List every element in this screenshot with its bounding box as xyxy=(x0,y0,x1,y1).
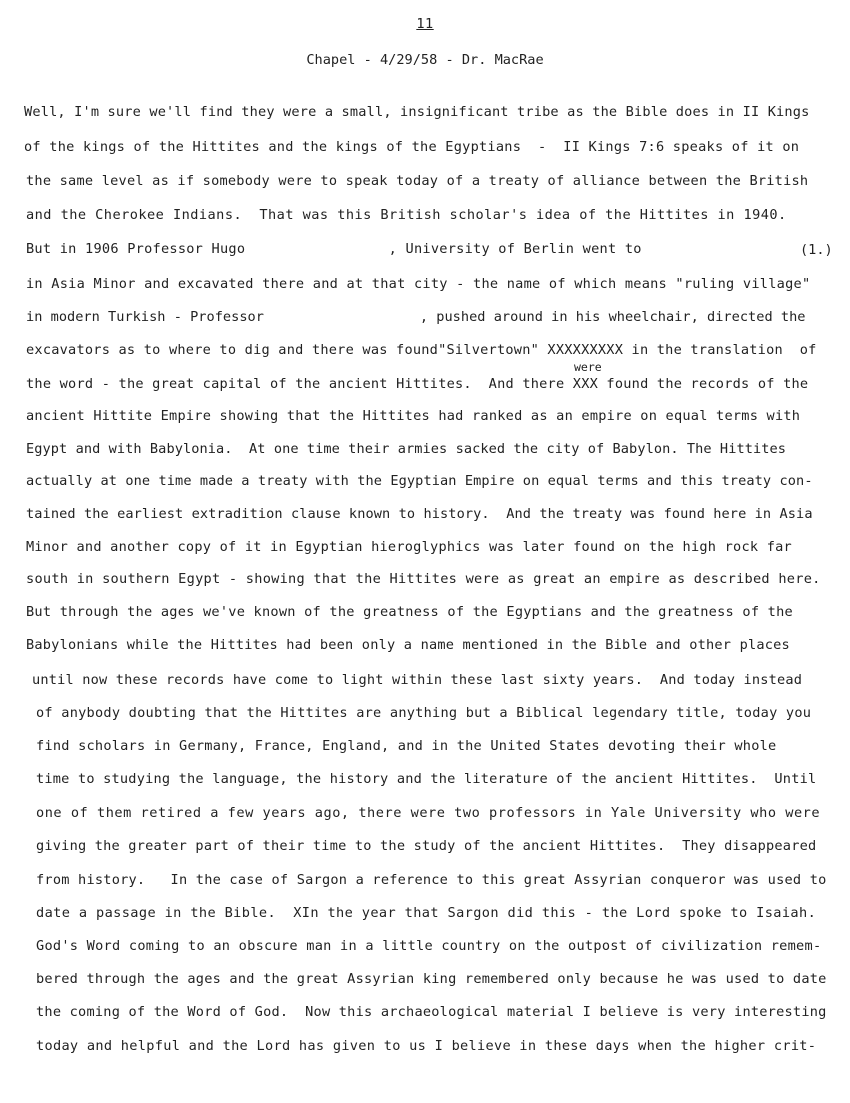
text-line: giving the greater part of their time to the study of the ancient Hittites. They disappeared xyxy=(36,838,817,854)
interlinear-insertion: were xyxy=(574,360,602,374)
text-line: actually at one time made a treaty with the Egyptian Empire on equal terms and this treaty con- xyxy=(26,473,813,489)
text-line: until now these records have come to light within these last sixty years. And today instead xyxy=(32,672,803,688)
text-line: But through the ages we've known of the greatness of the Egyptians and the greatness of the xyxy=(26,604,793,620)
text-line: and the Cherokee Indians. That was this British scholar's idea of the Hittites in 1940. xyxy=(26,207,787,223)
text-line: ancient Hittite Empire showing that the Hittites had ranked as an empire on equal terms with xyxy=(26,408,801,424)
text-line: the word - the great capital of the ancient Hittites. And there XXX found the records of the xyxy=(26,376,809,392)
text-line: bered through the ages and the great Assyrian king remembered only because he was used to date xyxy=(36,971,827,987)
page-number: 11 xyxy=(416,16,434,32)
text-line: from history. In the case of Sargon a reference to this great Assyrian conqueror was used to xyxy=(36,872,827,888)
text-line: the same level as if somebody were to speak today of a treaty of alliance between the British xyxy=(26,173,809,189)
text-line: today and helpful and the Lord has given to us I believe in these days when the higher crit- xyxy=(36,1038,817,1054)
text-line: of anybody doubting that the Hittites are anything but a Biblical legendary title, today you xyxy=(36,705,812,721)
text-line: of the kings of the Hittites and the kings of the Egyptians - II Kings 7:6 speaks of it on xyxy=(24,139,800,155)
text-line: in Asia Minor and excavated there and at that city - the name of which means "ruling village" xyxy=(26,276,811,292)
text-line: south in southern Egypt - showing that the Hittites were as great an empire as described here. xyxy=(26,571,821,587)
text-line: God's Word coming to an obscure man in a little country on the outpost of civilization remem- xyxy=(36,938,822,954)
text-line: find scholars in Germany, France, England, and in the United States devoting their whole xyxy=(36,738,777,754)
text-line: excavators as to where to dig and there was found"Silvertown" XXXXXXXXX in the translation of xyxy=(26,342,817,358)
text-line: time to studying the language, the history and the literature of the ancient Hittites. Until xyxy=(36,771,817,787)
text-line: Babylonians while the Hittites had been only a name mentioned in the Bible and other places xyxy=(26,637,790,653)
text-line: tained the earliest extradition clause known to history. And the treaty was found here in Asia xyxy=(26,506,813,522)
text-line: date a passage in the Bible. XIn the year that Sargon did this - the Lord spoke to Isaiah. xyxy=(36,905,817,921)
text-line: in modern Turkish - Professor , pushed around in his wheelchair, directed the xyxy=(26,309,806,325)
text-line: But in 1906 Professor Hugo , University of Berlin went to xyxy=(26,241,642,257)
footnote-marker: (1.) xyxy=(800,242,833,258)
text-line: Egypt and with Babylonia. At one time their armies sacked the city of Babylon. The Hittites xyxy=(26,441,787,457)
text-line: the coming of the Word of God. Now this archaeological material I believe is very interesting xyxy=(36,1004,827,1020)
document-heading: Chapel - 4/29/58 - Dr. MacRae xyxy=(306,52,544,68)
text-line: one of them retired a few years ago, there were two professors in Yale University who were xyxy=(36,805,821,821)
text-line: Minor and another copy of it in Egyptian hieroglyphics was later found on the high rock far xyxy=(26,539,792,555)
text-line: Well, I'm sure we'll find they were a small, insignificant tribe as the Bible does in II Kings xyxy=(24,104,810,120)
